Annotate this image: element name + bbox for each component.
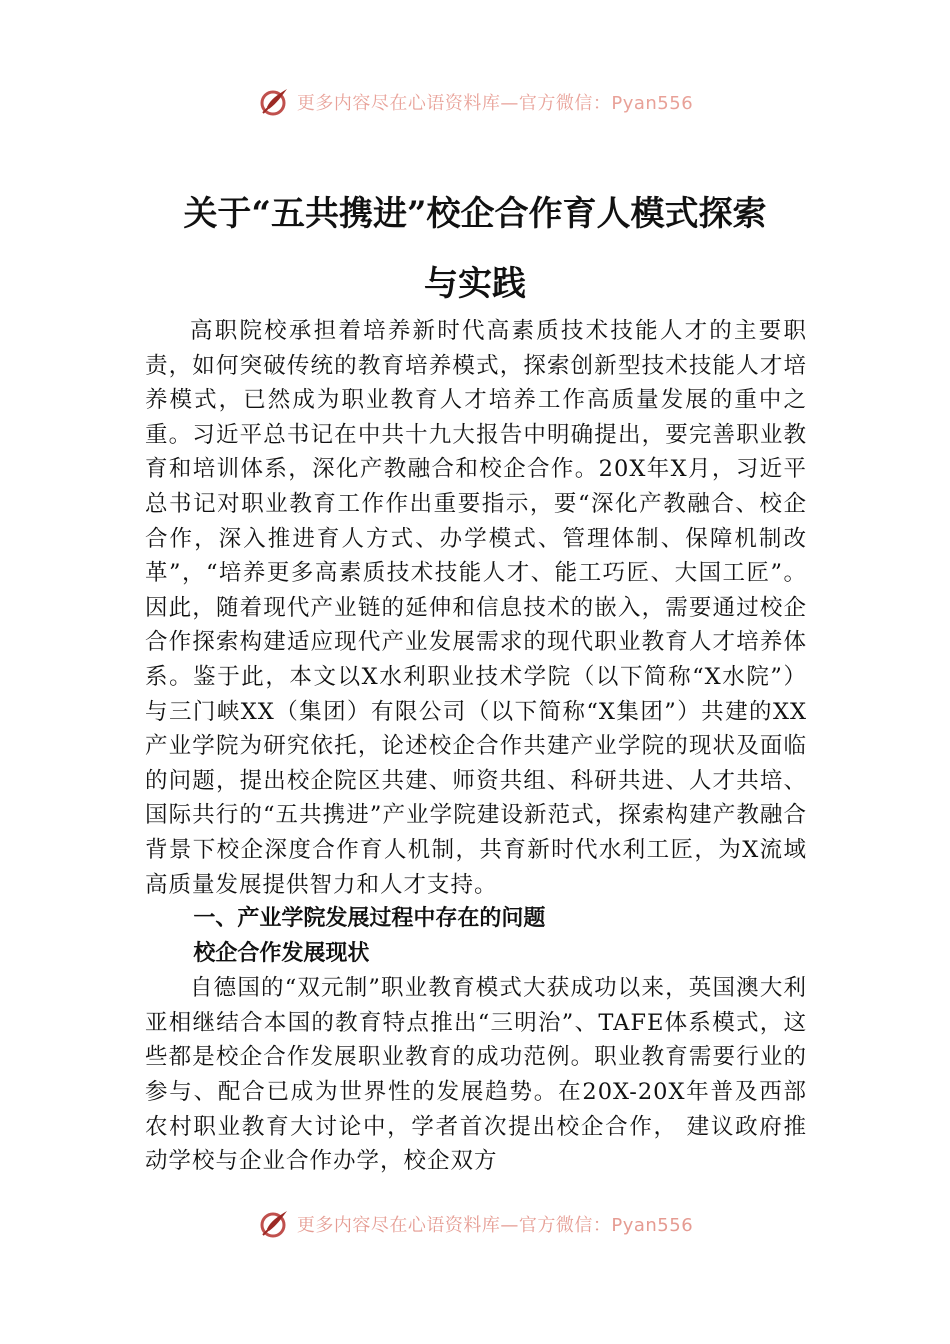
- quill-logo-icon: [257, 1207, 291, 1241]
- watermark-footer: [0, 1204, 950, 1244]
- intro-paragraph: 高职院校承担着培养新时代高素质技术技能人才的主要职责，如何突破传统的教育培养模式，探索创新型技术技能人才培养模式，已然成为职业教育人才培养工作高质量发展的重中之重。习近平总书记在中共十九大报告中明确提出，要完善职业教育和培训体系，深化产教融合和校企合作。20X年X月，习近平总书记对职业教育工作作出重要指示，要“深化产教融合、校企合作，深入推进育人方式、办学模式、管理体制、保障机制改革”，“培养更多高素质技术技能人才、能工巧匠、大国工匠”。因此，随着现代产业链的延伸和信息技术的嵌入，需要通过校企合作探索构建适应现代产业发展需求的现代职业教育人才培养体系。鉴于此，本文以X水利职业技术学院（以下简称“X水院”）与三门峡XX（集团）有限公司（以下简称“X集团”）共建的XX产业学院为研究依托，论述校企合作共建产业学院的现状及面临的问题，提出校企院区共建、师资共组、科研共进、人才共培、国际共行的“五共携进”产业学院建设新范式，探索构建产教融合背景下校企深度合作育人机制，共育新时代水利工匠，为X流域高质量发展提供智力和人才支持。: [145, 318, 807, 898]
- document-title-line2: 与实践: [424, 264, 526, 304]
- quill-logo-icon: [257, 85, 291, 119]
- document-body: [145, 314, 807, 1179]
- subsection-heading: 校企合作发展现状: [193, 940, 370, 966]
- section-heading: 一、产业学院发展过程中存在的问题: [193, 906, 546, 932]
- watermark-text-footer: 更多内容尽在心语资料库—官方微信：Pyan556: [296, 1215, 694, 1236]
- document-title-line1: 关于“五共携进”校企合作育人模式探索: [183, 194, 767, 234]
- section-paragraph: 自德国的“双元制”职业教育模式大获成功以来，英国澳大利亚相继结合本国的教育特点推出“三明治”、TAFE体系模式，这些都是校企合作发展职业教育的成功范例。职业教育需要行业的参与、配合已成为世界性的发展趋势。在20X-20X年普及西部农村职业教育大讨论中，学者首次提出校企合作， 建议政府推动学校与企业合作办学，校企双方: [145, 975, 807, 1175]
- watermark-header: [0, 82, 950, 122]
- watermark-text: 更多内容尽在心语资料库—官方微信：Pyan556: [296, 93, 694, 114]
